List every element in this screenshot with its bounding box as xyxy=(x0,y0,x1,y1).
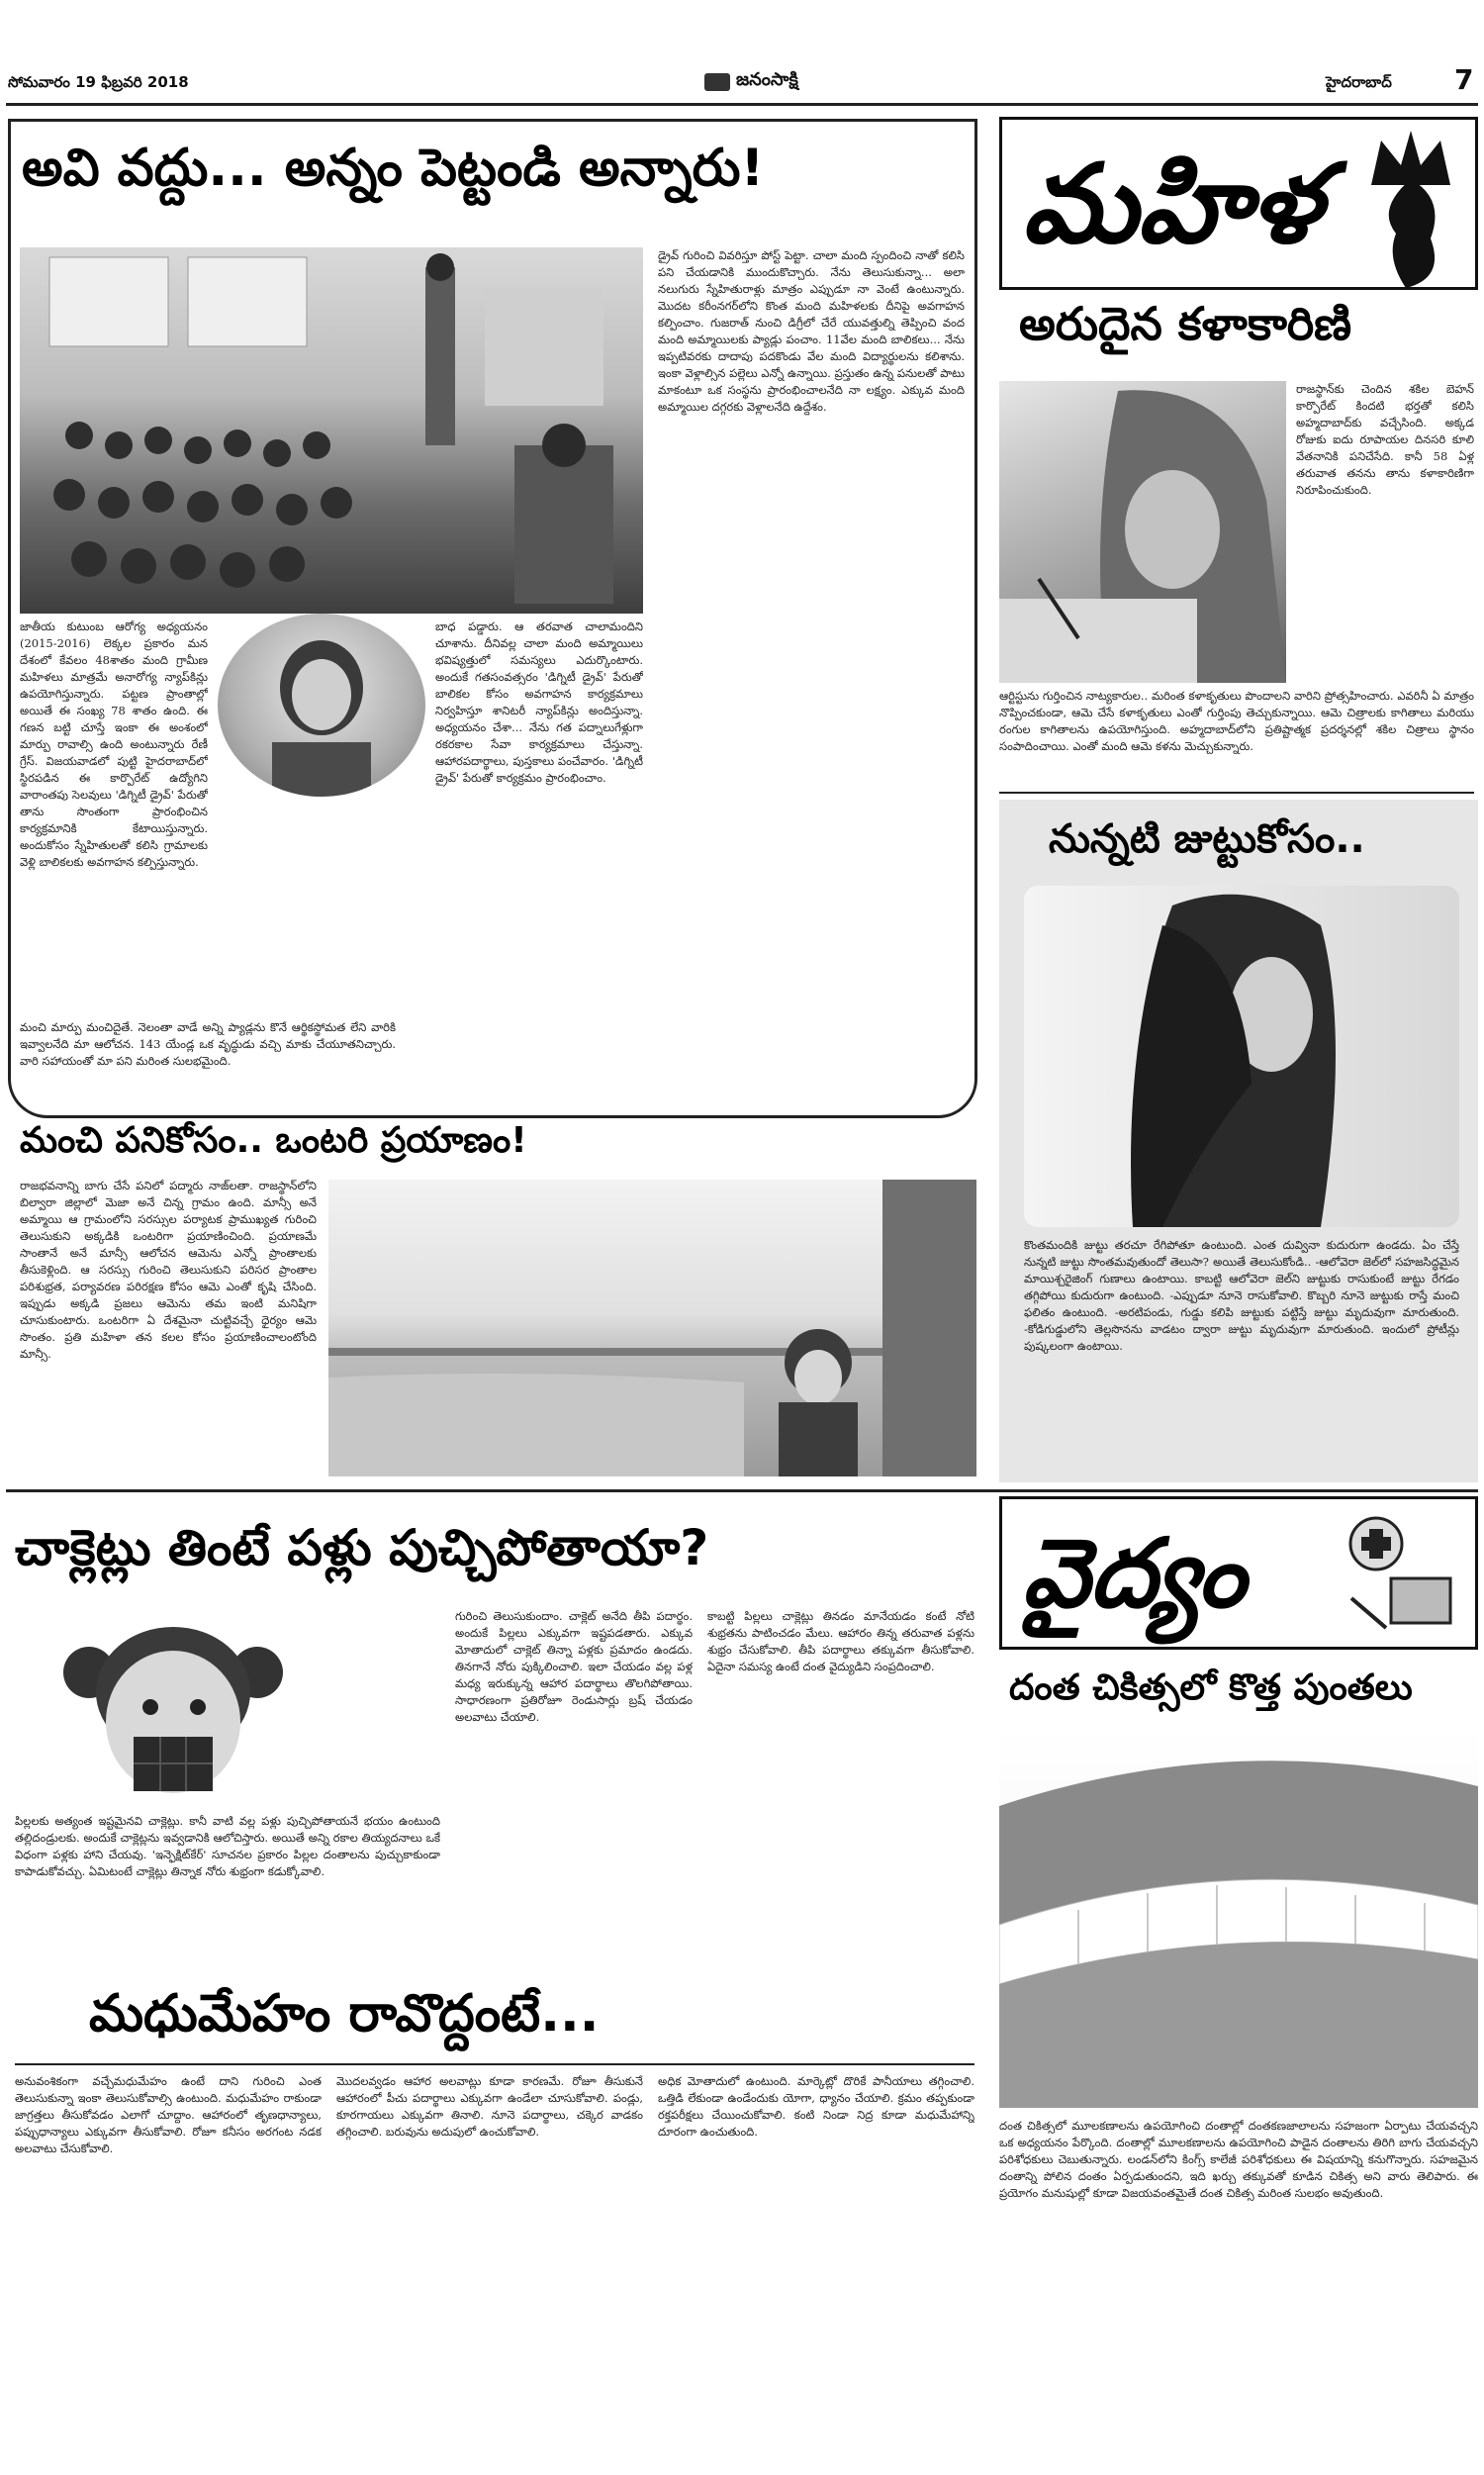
vaidyam-masthead-box xyxy=(999,1496,1478,1650)
city-name: హైదరాబాద్ xyxy=(1326,73,1392,91)
story2-body: రాజభవనాన్ని బాగు చేసే పనిలో పద్మారు నాజ్‌లతా. రాజస్థాన్‌లోని బిల్వారా జిల్లాలో మెజా అనే చిన్న గ్రామం ఉంది. మాన్సీ అనే అమ్మాయి ఆ గ్రామంలోని సరస్సుల పర్యాటక ప్రాముఖ్యత గురించి తెలుసుకుని అక్కడికి ఒంటరిగా ప్రయాణించింది. ప్రయాణమే సాంతానే అనే మాన్సీ ఆలోచన ఆమెను ఎన్నో ప్రాంతాలకు తీసుకెళ్లింది. ఆ సరస్సు గురించి తెలుసుకుని పరిసర ప్రాంతాల పరిశుభ్రత, పర్యావరణ పరిరక్షణ కోసం ఆమె ఎంతో కృషి చేసింది. ఇప్పుడు అక్కడి ప్రజలు ఆమెను తమ ఇంటి మనిషిగా చూసుకుంటారు. ఒంటరిగా ఏ దేశమైనా చుట్టివచ్చే ధైర్యం ఆమె సొంతం. ప్రతి మహిళా తన కలల కోసం ప్రయాణించాలంటోంది మాన్సీ. xyxy=(20,1179,317,1361)
mahila-divider xyxy=(999,792,1474,794)
hair-photo xyxy=(1024,886,1459,1227)
story1-col3: డ్రైవ్ గురించి వివరిస్తూ పోస్ట్ పెట్టా. చాలా మంది స్పందించి నాతో కలిసి పని చేయడానికి ముందుకొచ్చారు. నేను తెలుసుకున్నా... అలా నలుగురు స్నేహితురాళ్లు మాత్రం ఎప్పుడూ నా వెంటే ఉంటున్నారు. మొదట కరీంనగర్‌లోని కొంత మంది మహిళలకు దీనిపై అవగాహన కల్పించాం. గుజరాత్ నుంచి డిగ్రీలో చేరే యువత్తుల్ని తెప్పించి వంద మంది అమ్మాయిలకు ప్యాడ్లు పంచాం. 11వేల మంది బాలికలు... నేను ఇప్పటివరకు దాదాపు పదకొండు వేల మంది విద్యార్థులను కలిశాను. ఇంకా వెళ్లాల్సిన పల్లెలు ఎన్నో ఉన్నాయి. ప్రస్తుతం ఉన్న పనులతో పాటు మాకంటూ ఒక సంస్థను ప్రారంభించాలనేది నా లక్ష్యం. ఎక్కువ మంది అమ్మాయిల దగ్గరకు వెళ్లాలనేది ఉద్దేశం. xyxy=(658,248,965,414)
artist-photo xyxy=(999,381,1286,683)
medical-kit-icon xyxy=(1332,1509,1460,1638)
story2-headline: మంచి పనికోసం.. ఒంటరి ప్రయాణం! xyxy=(20,1120,527,1161)
paper-name: జనంసాక్షి xyxy=(736,69,798,90)
story1-headline: అవి వద్దు... అన్నం పెట్టండి అన్నారు! xyxy=(22,139,765,198)
diabetes-col3: అధిక మోతాదులో ఉంటుంది. మార్కెట్లో దొరికే పానీయాలు తగ్గించాలి. ఒత్తిడి లేకుండా ఉండేందుకు యోగా, ధ్యానం చేయాలి. క్రమం తప్పకుండా రక్తపరీక్షలు చేయించుకోవాలి. కంటి నిండా నిద్ర కూడా మధుమేహాన్ని దూరంగా ఉంచుతుంది. xyxy=(658,2074,974,2139)
choc-col2: గురించి తెలుసుకుందాం. చాక్లెట్ అనేది తీపి పదార్థం. అందుకే పిల్లలు ఎక్కువగా ఇష్టపడతారు. ఎక్కువ మోతాదులో చాక్లెట్ తిన్నా పళ్లకు ప్రమాదం ఉండదు. తినగానే నోరు పుక్కిలించాలి. ఇలా చేయడం వల్ల పళ్ల మధ్య ఇరుక్కున్న ఆహార పదార్థాలు తొలగిపోతాయి. సాధారణంగా ప్రతిరోజూ రెండుసార్లు బ్రష్ చేయడం అలవాటు చేయాలి. xyxy=(455,1609,693,1724)
diabetes-rule xyxy=(15,2063,974,2065)
silhouette-icon xyxy=(1376,179,1445,288)
story1-col2: బాధ పడ్డారు. ఆ తరవాత చాలామందిని చూశాను. దీనివల్ల చాలా మంది అమ్మాయిలు భవిష్యత్తులో సమస్యలు ఎదుర్కొంటారు. అందుకే గతసంవత్సరం 'డిగ్నిటీ డ్రైవ్' పేరుతో బాలికల కోసం అవగాహన కార్యక్రమాలు నిర్వహిస్తూ శానిటరీ న్యాప్‌కిన్లు అందిస్తున్నా. అధ్యయనం చేశా... నేను గత పద్నాలుగేళ్లుగా రకరకాల సేవా కార్యక్రమాలు చేస్తున్నా. ఆహారపదార్థాలు, పుస్తకాలు పంచేవారం. 'డిగ్నిటీ డ్రైవ్' పేరుతో కార్యక్రమం ప్రారంభించాం. xyxy=(435,619,643,785)
logo-icon xyxy=(704,73,730,91)
mahila-headline: అరుదైన కళాకారిణి xyxy=(1019,297,1352,350)
choc-col3: కాబట్టి పిల్లలు చాక్లెట్లు తినడం మానేయడం కంటే నోటి శుభ్రతను పాటించడం మేలు. ఆహారం తిన్న తరువాత పళ్లను శుభ్రం చేసుకోవాలి. తీపి పదార్థాలు తక్కువగా తీసుకోవాలి. ఏదైనా సమస్య ఉంటే దంత వైద్యుడిని సంప్రదించాలి. xyxy=(707,1609,974,1673)
vaidyam-headline: దంత చికిత్సలో కొత్త పుంతలు xyxy=(1009,1667,1413,1708)
mahila-body-right: రాజస్థాన్‌కు చెందిన శకిల బెహన్ కార్పొరేట్ కిందటి భర్తతో కలిసి అహ్మదాబాద్‌కు వచ్చేసింది. అక్కడ రోజుకు ఐదు రూపాయల దినసరి కూలి వేతనానికి పనిచేసేది. కానీ 58 ఏళ్ల తరువాత తనను తాను కళాకారిణిగా నిరూపించుకుంది. xyxy=(1296,382,1474,497)
header-rule xyxy=(6,103,1478,106)
hair-body: కొంతమందికి జుట్టు తరచూ రేగిపోతూ ఉంటుంది. ఎంత దువ్వినా కుదురుగా ఉండదు. ఏం చేస్తే నున్నటి జుట్టు సొంతమవుతుందో తెలుసా? అయితే తెలుసుకోండి.. -ఆలోవెరా జెల్‌లో సహజసిద్ధమైన మాయిశ్చరైజింగ్ గుణాలు ఉంటాయి. కాబట్టి ఆలోవెరా జెల్‌ని జుట్టుకు రాసుకుంటే జుట్టు రేగడం తగ్గిపోయి కుదురుగా ఉంటుంది. -ఎప్పుడూ నూనె రాసుకోవాలి. కొబ్బరి నూనె జుట్టుకు రాస్తే మంచి ఫలితం ఉంటుంది. -అరటిపండు, గుడ్డు కలిపి జుట్టుకు పట్టిస్తే జుట్టు మృదువుగా మారుతుంది. -కోడిగుడ్డులోని తెల్లసొనను వాడటం ద్వారా జుట్టు మృదువుగా మారుతుంది. ఇందులో ప్రోటీన్లు పుష్కలంగా ఉంటాయి. xyxy=(1024,1238,1459,1353)
choc-headline: చాక్లెట్లు తింటే పళ్లు పుచ్చిపోతాయా? xyxy=(15,1519,709,1576)
child-chocolate-photo xyxy=(59,1613,287,1806)
story1-col1: జాతీయ కుటుంబ ఆరోగ్య అధ్యయనం (2015-2016) లెక్కల ప్రకారం మన దేశంలో కేవలం 48శాతం మంది గ్రామీణ మహిళలు మాత్రమే అనారోగ్య న్యాప్‌కిన్లు ఉపయోగిస్తున్నారు. పట్టణ ప్రాంతాల్లో అయితే ఈ సంఖ్య 78 శాతం ఉంది. ఈ గణన బట్టి చూస్తే ఇంకా ఈ అంశంలో మార్పు రావాల్సి ఉంది అంటున్నారు రేణీ గ్రేస్. విజయవాడలో పుట్టి హైదరాబాద్‌లో స్థిరపడిన ఈ కార్పొరేట్ ఉద్యోగిని వారాంతపు సెలవులు 'డిగ్నిటీ డ్రైవ్' పేరుతో తాను సొంతంగా ప్రారంభించిన కార్యక్రమానికి కేటాయిస్తున్నారు. అందుకోసం స్నేహితులతో కలిసి గ్రామాలకు వెళ్లి బాలికలకు అవగాహన కల్పిస్తున్నారు. xyxy=(20,619,208,869)
vaidyam-body: దంత చికిత్సలో మూలకణాలను ఉపయోగించి దంతాల్లో దంతకణజాలాలను సహజంగా ఏర్పాటు చేయవచ్చని ఒక అధ్యయనం పేర్కొంది. దంతాల్లో మూలకణాలను ఉపయోగించి పాడైన దంతాలను తిరిగి బాగు చేయవచ్చని పరిశోధకులు చెబుతున్నారు. లండన్‌లోని కింగ్స్ కాలేజీ పరిశోధకులు ఈ విషయాన్ని కనుగొన్నారు. సహజమైన దంతాన్ని పోలిన దంతం ఏర్పడుతుందని, ఇది ఖర్చు తక్కువతో కూడిన చికిత్స అని వారు తెలిపారు. ఈ ప్రయోగం మనుషుల్లో కూడా విజయవంతమైతే దంత చికిత్స మరింత సులభం అవుతుంది. xyxy=(999,2119,1478,2200)
classroom-photo xyxy=(20,247,643,614)
hair-headline: నున్నటి జుట్టుకోసం.. xyxy=(1049,816,1365,862)
diabetes-headline: మధుమేహం రావొద్దంటే... xyxy=(89,1984,600,2044)
section-rule xyxy=(6,1489,1478,1492)
diabetes-col2: మొదలవ్వడం ఆహార అలవాట్లు కూడా కారణమే. రోజూ తీసుకునే ఆహారంలో పీచు పదార్థాలు ఎక్కువగా ఉండేలా చూసుకోవాలి. పండ్లు, కూరగాయలు ఎక్కువగా తినాలి. నూనె పదార్థాలు, చక్కెర వాడకం తగ్గించాలి. బరువును అదుపులో ఉంచుకోవాలి. xyxy=(336,2074,643,2139)
paper-logo xyxy=(704,69,798,94)
lake-photo xyxy=(328,1180,976,1476)
teeth-photo xyxy=(999,1727,1478,2108)
issue-date: సోమవారం 19 ఫిబ్రవరి 2018 xyxy=(8,73,189,91)
classroom-illustration xyxy=(20,247,643,614)
choc-col1: పిల్లలకు అత్యంత ఇష్టమైనవి చాక్లెట్లు. కానీ వాటి వల్ల పళ్లు పుచ్చిపోతాయనే భయం ఉంటుంది తల్లిదండ్రులకు. అందుకే చాక్లెట్లను ఇవ్వడానికి ఆలోచిస్తారు. అయితే అన్ని రకాల తియ్యదనాలు ఒకే విధంగా పళ్లకు హాని చేయవు. 'ఇన్ఫెక్షిట్‌కేర్' సూచనల ప్రకారం పిల్లల దంతాలను పుచ్చుకాకుండా కాపాడుకోవచ్చు. ఏమిటంటే చాక్లెట్లు తిన్నాక నోరు శుభ్రంగా కడుక్కోవాలి. xyxy=(15,1814,440,1878)
author-portrait xyxy=(218,614,425,797)
mahila-masthead: మహిళ xyxy=(1022,140,1322,267)
mahila-body-bottom: ఆర్టిస్టును గుర్తించిన నాట్యకారుల.. మరింత కళాకృతులు పొందాలని వారిని ప్రోత్సహించారు. ఎవరినీ ఏ మాత్రం నొప్పించకుండా, ఆమె చేసే కళాకృతులు ఎంతో గుర్తింపు తెచ్చుకున్నాయి. ఆమె చిత్రాలకు కాగితాలు మరియు రంగుల కాగితాలను ఉపయోగిస్తుంది. అహ్మదాబాద్‌లోని ప్రతిష్టాత్మక ప్రదర్శనల్లో శకిల చిత్రాలు స్థానం సంపాదించాయి. ఎంతో మంది ఆమె కళను మెచ్చుకున్నారు. xyxy=(999,689,1474,753)
diabetes-col1: అనువంశికంగా వచ్చేమధుమేహం ఉంటే దాని గురించి ఎంత తెలుసుకున్నా ఇంకా తెలుసుకోవాల్సి ఉంటుంది. మధుమేహం రాకుండా జాగ్రత్తలు తీసుకోవడం ఎలాగో చూద్దాం. ఆహారంలో తృణధాన్యాలు, పప్పుధాన్యాలు ఎక్కువగా తీసుకోవాలి. రోజూ కనీసం అరగంట నడక అలవాటు చేసుకోవాలి. xyxy=(15,2074,322,2155)
story1-col4: మంచి మార్పు మంచిదైతే. నెలంతా వాడే అన్ని ప్యాడ్లను కొనే ఆర్థికస్థోమత లేని వారికి ఇవ్వాలనేది మా ఆలోచన. 143 యేండ్ల ఒక వృద్ధుడు వచ్చి మాకు చేయూతనిచ్చారు. వారి సహాయంతో మా పని మరింత సులభమైంది. xyxy=(20,1020,396,1068)
page-number: 7 xyxy=(1454,63,1474,96)
vaidyam-masthead: వైద్యం xyxy=(1022,1517,1246,1629)
mahila-masthead-box xyxy=(999,117,1478,290)
